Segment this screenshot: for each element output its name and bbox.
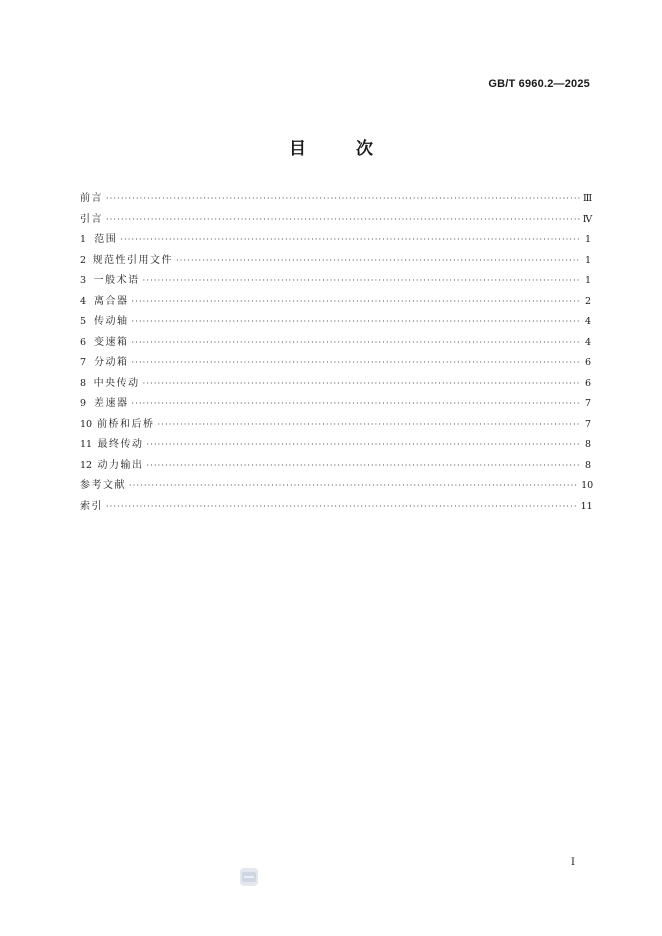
toc-entry-8[interactable] [80, 374, 591, 395]
toc-entry-page: 7 [584, 418, 591, 430]
toc-entry-page: 2 [584, 295, 591, 307]
toc-entry-12[interactable] [80, 456, 591, 477]
toc-entry-number: 6 [80, 336, 87, 348]
dot-leader [129, 476, 578, 497]
toc-entry-label: 参考文献 [80, 480, 126, 491]
dot-leader [131, 312, 580, 333]
toc-entry-label: 中央传动 [93, 377, 140, 389]
dot-leader [131, 333, 580, 354]
toc-entry-page: Ⅲ [583, 193, 593, 204]
toc-entry-label: 规范性引用文件 [92, 254, 174, 266]
toc-entry-page: 8 [584, 439, 591, 450]
toc-entry-bibliography[interactable] [80, 476, 594, 497]
page-number: Ⅰ [571, 857, 575, 868]
toc-entry-10[interactable] [80, 415, 591, 436]
toc-entry-label: 分动箱 [93, 357, 129, 368]
toc-entry-number: 9 [80, 398, 87, 409]
toc-entry-introduction[interactable] [80, 210, 591, 231]
toc-title: 目 次 [289, 139, 395, 159]
publisher-logo-watermark-icon [240, 868, 258, 886]
toc-entry-page: 1 [584, 234, 591, 245]
toc-entry-11[interactable] [80, 435, 591, 456]
toc-entry-6[interactable] [80, 333, 591, 354]
toc-entry-label: 索引 [80, 500, 103, 512]
dot-leader [176, 251, 580, 272]
toc-entry-5[interactable] [80, 312, 591, 333]
toc-entry-page: 6 [584, 357, 591, 368]
toc-entry-number: 2 [80, 254, 87, 266]
toc-entry-index[interactable] [80, 497, 591, 518]
dot-leader [106, 210, 580, 231]
toc-entry-label: 一般术语 [93, 275, 140, 286]
toc-entry-number: 8 [80, 377, 87, 389]
toc-entry-3[interactable] [80, 271, 591, 292]
toc-entry-label: 变速箱 [93, 336, 129, 348]
standard-code: GB/T 6960.2—2025 [488, 78, 590, 90]
dot-leader [131, 353, 580, 374]
toc-entry-9[interactable] [80, 394, 591, 415]
toc-entry-number: 4 [80, 295, 87, 307]
dot-leader [143, 271, 580, 292]
toc-entry-label: 引言 [80, 213, 103, 225]
dot-leader [158, 415, 580, 436]
toc-entry-label: 差速器 [93, 398, 129, 409]
toc-entry-number: 12 [80, 459, 93, 471]
toc-entry-number: 1 [80, 234, 87, 245]
toc-entry-number: 5 [80, 316, 87, 327]
dot-leader [120, 230, 580, 251]
table-of-contents [80, 189, 594, 517]
toc-entry-number: 11 [80, 439, 93, 450]
toc-entry-number: 3 [80, 275, 87, 286]
watermark-mark [242, 872, 256, 882]
toc-entry-page: 6 [584, 377, 591, 389]
toc-entry-page: Ⅳ [582, 213, 593, 225]
toc-entry-number: 7 [80, 357, 87, 368]
toc-entry-page: 1 [584, 254, 591, 266]
toc-entry-label: 前桥和后桥 [97, 418, 155, 430]
dot-leader [131, 394, 580, 415]
toc-entry-foreword[interactable] [80, 189, 591, 210]
toc-entry-page: 4 [584, 336, 591, 348]
toc-entry-label: 离合器 [93, 295, 129, 307]
dot-leader [143, 374, 580, 395]
toc-entry-7[interactable] [80, 353, 591, 374]
toc-entry-1[interactable] [80, 230, 591, 251]
toc-entry-page: 8 [584, 459, 591, 471]
toc-entry-label: 前言 [80, 193, 103, 204]
toc-entry-label: 动力输出 [97, 459, 144, 471]
toc-entry-page: 11 [580, 500, 593, 512]
dot-leader [146, 456, 580, 477]
toc-entry-4[interactable] [80, 292, 591, 313]
dot-leader [146, 435, 580, 456]
toc-entry-number: 10 [80, 418, 93, 430]
dot-leader [131, 292, 580, 313]
toc-entry-2[interactable] [80, 251, 591, 272]
toc-entry-page: 4 [584, 316, 591, 327]
toc-entry-page: 10 [581, 480, 594, 491]
toc-entry-label: 最终传动 [97, 439, 144, 450]
toc-entry-page: 1 [584, 275, 591, 286]
toc-entry-label: 传动轴 [93, 316, 129, 327]
toc-entry-label: 范围 [94, 234, 118, 245]
toc-entry-page: 7 [584, 398, 591, 409]
dot-leader [106, 189, 580, 210]
dot-leader [106, 497, 578, 518]
